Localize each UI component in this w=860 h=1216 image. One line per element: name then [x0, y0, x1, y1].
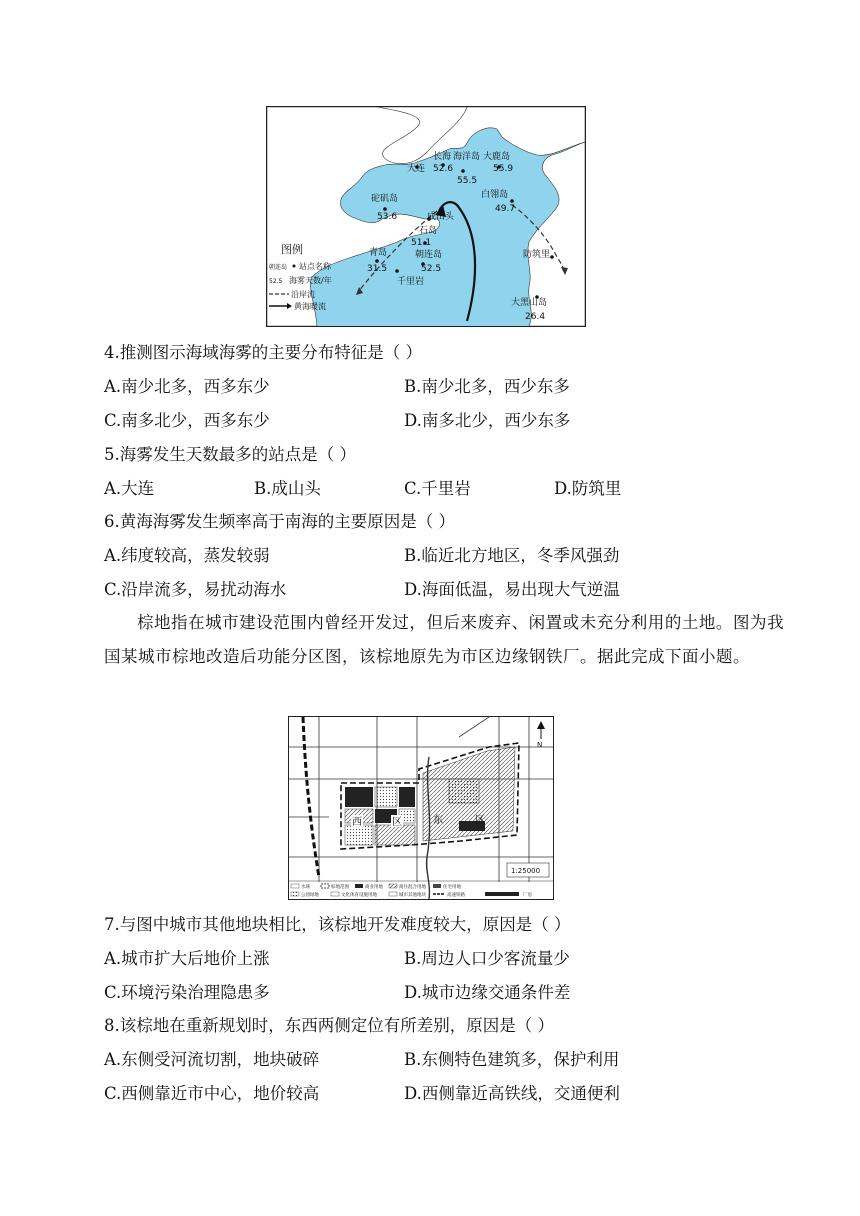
- brownfield-map-svg: [289, 717, 553, 899]
- legend-other: 城市其他地块: [399, 893, 426, 898]
- q4-option-a: A.南少北多，西多东少: [104, 377, 270, 396]
- station-name-changhai: 长海: [433, 152, 452, 162]
- legend-station-label: 站点名称: [299, 262, 331, 271]
- station-value-chaoliandao: 52.5: [421, 264, 442, 274]
- q8-option-d: D.西侧靠近高铁线，交通便利: [404, 1084, 620, 1103]
- station-name-haiyangdao: 海洋岛: [453, 152, 481, 162]
- map2-legend: [291, 883, 532, 898]
- station-name-daheishandao: 大黑山岛: [511, 298, 548, 308]
- station-dot-bailingdao: [510, 199, 514, 203]
- station-name-tuojidao: 砣矶岛: [371, 194, 399, 204]
- q8-stem: 8.该棕地在重新规划时，东西两侧定位有所差别，原因是（ ）: [104, 1016, 554, 1035]
- east-block-center: [449, 779, 479, 803]
- station-name-qianliyan: 千里岩: [397, 277, 425, 287]
- high-speed-rail: [303, 717, 319, 877]
- q7-option-b: B.周边人口少客流量少: [404, 949, 570, 968]
- sea-fog-map-svg: [267, 107, 585, 326]
- station-value-changhai: 52.6: [433, 164, 454, 174]
- brownfield-zoning-map: [288, 716, 554, 900]
- station-name-daludao: 大鹿岛: [483, 152, 511, 162]
- station-dot-haiyangdao: [461, 169, 465, 173]
- west-block-7: [345, 825, 373, 845]
- sea-fog-map: [266, 106, 586, 327]
- station-dot-qianliyan: [395, 269, 399, 273]
- q5-option-b: B.成山头: [254, 479, 321, 498]
- west-label: 西: [352, 817, 362, 828]
- east-label2: 区: [475, 815, 485, 826]
- q8-option-c: C.西侧靠近市中心，地价较高: [104, 1084, 320, 1103]
- scale-label: 1:25000: [511, 867, 541, 875]
- q6-option-b: B.临近北方地区，冬季风强劲: [404, 546, 620, 565]
- legend-park: 公园绿地: [301, 893, 319, 898]
- q5-option-c: C.千里岩: [404, 479, 471, 498]
- legend-days-label: 海雾天数/年: [289, 276, 332, 285]
- east-label: 东: [433, 815, 443, 826]
- station-value-daludao: 55.9: [493, 164, 514, 174]
- legend-coastal-current: 沿岸流: [291, 290, 315, 299]
- station-name-fangzhuli: 防筑里: [523, 250, 551, 260]
- q5-stem: 5.海雾发生天数最多的站点是（ ）: [104, 445, 356, 464]
- station-value-shidao: 51.1: [411, 238, 432, 248]
- station-dot-qingdao: [375, 259, 379, 263]
- legend-culture: 文化体育设施用地: [341, 893, 377, 898]
- q5-option-d: D.防筑里: [554, 479, 622, 498]
- q6-stem: 6.黄海海雾发生频率高于南海的主要原因是（ ）: [104, 512, 455, 531]
- q6-option-a: A.纬度较高，蒸发较弱: [104, 546, 270, 565]
- station-name-shidao: 石岛: [419, 226, 438, 236]
- station-value-tuojidao: 53.6: [377, 212, 398, 222]
- legend-warm-current: 黄海暖流: [294, 302, 326, 311]
- q6-option-d: D.海面低温，易出现大气逆温: [404, 580, 620, 599]
- west-block-8: [375, 825, 415, 845]
- q7-option-c: C.环境污染治理隐患多: [104, 983, 270, 1002]
- q8-option-a: A.东侧受河流切割，地块破碎: [104, 1050, 320, 1069]
- north-arrow: [537, 721, 545, 749]
- north-label: N: [537, 741, 543, 749]
- station-value-bailingdao: 49.7: [495, 204, 516, 214]
- legend-rail: 高速铁路: [447, 893, 465, 898]
- station-name-bailingdao: 白翎岛: [481, 190, 509, 200]
- station-name-dalian: 大连: [407, 164, 426, 174]
- q6-option-c: C.沿岸流多，易扰动海水: [104, 580, 287, 599]
- legend-sample-value: 52.5: [269, 278, 283, 285]
- legend-factory: 厂房: [523, 893, 532, 898]
- legend-residential: 住宅用地: [443, 885, 461, 890]
- q8-option-b: B.东侧特色建筑多，保护利用: [404, 1050, 620, 1069]
- legend-dot: [293, 265, 296, 268]
- station-name-chaoliandao: 朝连岛: [415, 250, 443, 260]
- legend-mixed: 商住混合用地: [399, 885, 426, 890]
- q4-option-b: B.南少北多，西少东多: [404, 377, 570, 396]
- legend-sample-station: 朝连岛: [269, 264, 288, 271]
- q4-stem: 4.推测图示海域海雾的主要分布特征是（ ）: [104, 343, 422, 362]
- q4-option-c: C.南多北少，西多东少: [104, 411, 270, 430]
- coastal-current-west-arrowhead: [356, 287, 363, 295]
- station-dot-tuojidao: [383, 207, 387, 211]
- legend-commercial: 商业用地: [365, 885, 383, 890]
- west-block-2: [375, 787, 397, 807]
- q7-option-d: D.城市边缘交通条件差: [404, 983, 571, 1002]
- station-name-chengshantou: 成山头: [427, 212, 455, 222]
- legend-water: 水域: [301, 885, 310, 890]
- station-value-haiyangdao: 55.5: [457, 176, 478, 186]
- station-dot-fangzhuli: [550, 255, 554, 259]
- q7-stem: 7.与图中城市其他地块相比，该棕地开发难度较大，原因是（ ）: [104, 915, 571, 934]
- station-value-qingdao: 31.5: [367, 264, 388, 274]
- station-value-daheishandao: 26.4: [525, 312, 546, 322]
- q5-option-a: A.大连: [104, 479, 155, 498]
- west-label2: 区: [392, 817, 402, 828]
- legend-brownfield: 棕地范围: [331, 885, 349, 890]
- q7-option-a: A.城市扩大后地价上涨: [104, 949, 270, 968]
- q4-option-d: D.南多北少，西少东多: [404, 411, 571, 430]
- brownfield-passage: 棕地指在城市建设范围内曾经开发过，但后来废弃、闲置或未充分利用的土地。图为我国某城市棕地改造后功能分区图，该棕地原先为市区边缘钢铁厂。据此完成下面小题。: [104, 613, 784, 666]
- west-block-1: [345, 787, 373, 807]
- legend-title: 图例: [281, 243, 303, 256]
- west-block-3: [399, 787, 415, 807]
- station-name-qingdao: 青岛: [369, 248, 388, 258]
